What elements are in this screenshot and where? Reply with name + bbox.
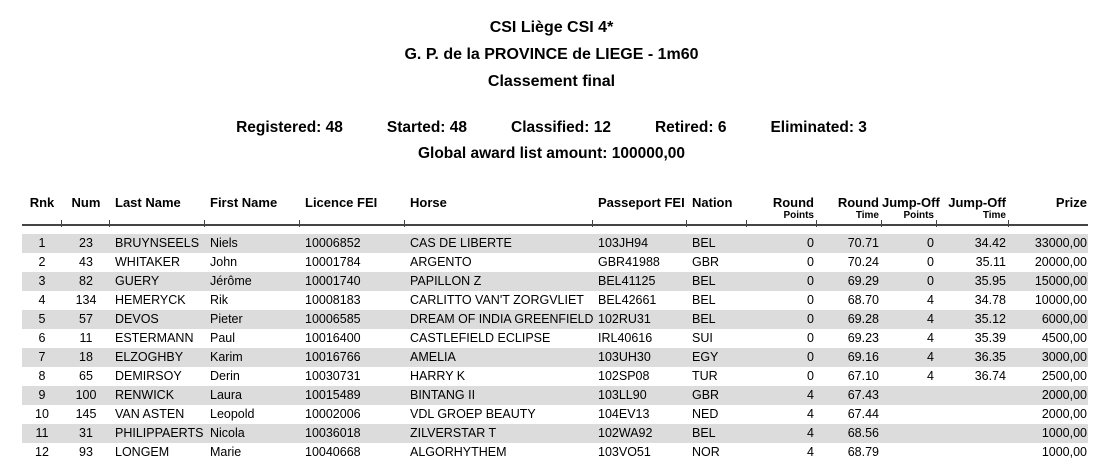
table-row xyxy=(22,329,1088,348)
table-header-main-row xyxy=(22,190,1088,210)
subcol-prize xyxy=(1009,210,1088,225)
cell-num: 43 xyxy=(79,255,93,269)
subcol-nation xyxy=(687,210,747,225)
cell-prize: 2000,00 xyxy=(1041,388,1087,402)
cell-horse: PAPILLON Z xyxy=(410,274,482,288)
stat-eliminated: Eliminated: 3 xyxy=(770,119,867,136)
cell-first-name: Laura xyxy=(210,388,242,402)
cell-rnk: 4 xyxy=(38,293,46,307)
cell-nation: NOR xyxy=(692,445,720,459)
cell-passeport-fei: 102SP08 xyxy=(598,369,650,383)
cell-round-time: 69.23 xyxy=(847,331,879,345)
cell-rnk: 9 xyxy=(38,388,46,402)
cell-nation: BEL xyxy=(692,274,716,288)
cell-nation: TUR xyxy=(692,369,718,383)
cell-jumpoff-points xyxy=(882,424,937,443)
cell-round-points: 0 xyxy=(807,369,814,383)
col-header-rnk: Rnk xyxy=(29,195,55,210)
cell-first-name: Nicola xyxy=(210,426,245,440)
cell-round-points: 0 xyxy=(807,293,814,307)
cell-last-name: LONGEM xyxy=(115,445,170,459)
cell-first-name: Niels xyxy=(210,236,238,250)
cell-licence-fei: 10002006 xyxy=(305,407,361,421)
cell-num: 145 xyxy=(75,407,97,421)
cell-rnk: 10 xyxy=(35,407,49,421)
cell-jumpoff-points: 0 xyxy=(927,274,934,288)
stat-retired: Retired: 6 xyxy=(654,119,727,136)
cell-round-points: 4 xyxy=(807,445,814,459)
cell-jumpoff-points xyxy=(882,443,937,462)
cell-num: 82 xyxy=(79,274,93,288)
cell-jumpoff-time: 36.74 xyxy=(974,369,1006,383)
cell-last-name: ELZOGHBY xyxy=(115,350,184,364)
cell-licence-fei: 10036018 xyxy=(305,426,361,440)
cell-first-name: Leopold xyxy=(210,407,255,421)
cell-passeport-fei: 103JH94 xyxy=(598,236,649,250)
cell-num: 23 xyxy=(79,236,93,250)
cell-licence-fei: 10001784 xyxy=(305,255,361,269)
col-header-jumpoff-points: Jump-Off xyxy=(882,195,940,210)
cell-last-name: ESTERMANN xyxy=(115,331,194,345)
cell-horse: ARGENTO xyxy=(410,255,472,269)
cell-prize: 1000,00 xyxy=(1041,426,1087,440)
cell-jumpoff-points xyxy=(882,405,937,424)
cell-num: 93 xyxy=(79,445,93,459)
cell-licence-fei: 10001740 xyxy=(305,274,361,288)
header-gap-row xyxy=(22,225,1088,234)
subcol-round-points: Points xyxy=(747,210,817,225)
col-header-round-points: Round xyxy=(772,195,814,210)
subcol-num xyxy=(62,210,110,225)
col-header-round-time: Round xyxy=(837,195,879,210)
col-header-horse: Horse xyxy=(410,195,447,210)
cell-jumpoff-points xyxy=(882,386,937,405)
cell-horse: CASTLEFIELD ECLIPSE xyxy=(410,331,551,345)
cell-jumpoff-time xyxy=(937,443,1009,462)
cell-round-time: 68.70 xyxy=(847,293,879,307)
cell-jumpoff-time: 35.12 xyxy=(974,312,1006,326)
cell-round-points: 0 xyxy=(807,236,814,250)
table-row xyxy=(22,405,1088,424)
cell-jumpoff-time: 34.42 xyxy=(974,236,1006,250)
table-row xyxy=(22,424,1088,443)
cell-round-time: 68.79 xyxy=(847,445,879,459)
stat-registered: Registered: 48 xyxy=(236,119,343,136)
col-header-jumpoff-time: Jump-Off xyxy=(948,195,1006,210)
cell-round-time: 68.56 xyxy=(847,426,879,440)
cell-num: 57 xyxy=(79,312,93,326)
table-row xyxy=(22,443,1088,462)
cell-num: 100 xyxy=(75,388,97,402)
cell-last-name: DEVOS xyxy=(115,312,159,326)
cell-rnk: 12 xyxy=(35,445,49,459)
cell-first-name: Rik xyxy=(210,293,229,307)
table-row xyxy=(22,272,1088,291)
cell-round-points: 0 xyxy=(807,331,814,345)
cell-first-name: Derin xyxy=(210,369,240,383)
cell-round-time: 70.24 xyxy=(847,255,879,269)
cell-num: 11 xyxy=(79,331,93,345)
cell-round-time: 67.44 xyxy=(847,407,879,421)
document-titles xyxy=(0,14,1103,95)
cell-jumpoff-points: 0 xyxy=(927,255,934,269)
table-row xyxy=(22,367,1088,386)
cell-prize: 10000,00 xyxy=(1034,293,1087,307)
table-row xyxy=(22,348,1088,367)
cell-licence-fei: 10030731 xyxy=(305,369,361,383)
cell-nation: GBR xyxy=(692,388,720,402)
cell-last-name: GUERY xyxy=(115,274,160,288)
cell-rnk: 3 xyxy=(38,274,46,288)
cell-prize: 6000,00 xyxy=(1041,312,1087,326)
subcol-jumpoff-time: Time xyxy=(937,210,1009,225)
cell-round-points: 0 xyxy=(807,255,814,269)
col-header-licence-fei: Licence FEI xyxy=(305,195,378,210)
cell-nation: BEL xyxy=(692,293,716,307)
cell-rnk: 11 xyxy=(35,426,49,440)
cell-prize: 20000,00 xyxy=(1034,255,1087,269)
cell-first-name: Karim xyxy=(210,350,243,364)
cell-passeport-fei: 103LL90 xyxy=(598,388,647,402)
cell-nation: BEL xyxy=(692,312,716,326)
cell-rnk: 8 xyxy=(38,369,46,383)
cell-horse: CARLITTO VAN'T ZORGVLIET xyxy=(410,293,584,307)
subcol-rnk xyxy=(22,210,62,225)
cell-first-name: John xyxy=(210,255,238,269)
cell-jumpoff-points: 4 xyxy=(927,312,934,326)
cell-nation: SUI xyxy=(692,331,713,345)
cell-jumpoff-time: 36.35 xyxy=(974,350,1006,364)
cell-horse: VDL GROEP BEAUTY xyxy=(410,407,536,421)
cell-round-points: 0 xyxy=(807,350,814,364)
cell-jumpoff-points: 4 xyxy=(927,293,934,307)
col-header-passeport-fei: Passeport FEI xyxy=(598,195,685,210)
subcol-licence-fei xyxy=(300,210,405,225)
cell-round-points: 0 xyxy=(807,312,814,326)
col-header-last-name: Last Name xyxy=(115,195,181,210)
results-table-body xyxy=(22,225,1088,462)
col-header-prize: Prize xyxy=(1055,195,1087,210)
stat-classified: Classified: 12 xyxy=(511,119,611,136)
cell-prize: 4500,00 xyxy=(1041,331,1087,345)
table-header xyxy=(22,190,1088,225)
cell-first-name: Jérôme xyxy=(210,274,252,288)
cell-prize: 3000,00 xyxy=(1041,350,1087,364)
cell-passeport-fei: BEL41125 xyxy=(598,274,656,288)
cell-horse: CAS DE LIBERTE xyxy=(410,236,512,250)
cell-last-name: PHILIPPAERTS xyxy=(115,426,204,440)
cell-passeport-fei: 103UH30 xyxy=(598,350,651,364)
page-heading: Classement final xyxy=(487,73,616,90)
cell-passeport-fei: BEL42661 xyxy=(598,293,657,307)
cell-licence-fei: 10016766 xyxy=(305,350,361,364)
award-amount-line: Global award list amount: 100000,00 xyxy=(417,145,686,162)
cell-jumpoff-time: 35.11 xyxy=(975,255,1006,269)
cell-rnk: 6 xyxy=(38,331,46,345)
cell-num: 18 xyxy=(79,350,93,364)
cell-first-name: Paul xyxy=(210,331,236,345)
subcol-passeport-fei xyxy=(593,210,687,225)
cell-prize: 15000,00 xyxy=(1034,274,1087,288)
cell-last-name: WHITAKER xyxy=(115,255,181,269)
cell-passeport-fei: IRL40616 xyxy=(598,331,653,345)
cell-nation: BEL xyxy=(692,236,716,250)
col-header-num: Num xyxy=(71,195,101,210)
cell-horse: DREAM OF INDIA GREENFIELD xyxy=(410,312,593,326)
cell-horse: AMELIA xyxy=(410,350,456,364)
cell-prize: 2500,00 xyxy=(1041,369,1087,383)
cell-last-name: VAN ASTEN xyxy=(115,407,185,421)
cell-round-time: 67.10 xyxy=(847,369,879,383)
cell-passeport-fei: 103VO51 xyxy=(598,445,651,459)
stat-started: Started: 48 xyxy=(386,119,468,136)
cell-round-time: 69.16 xyxy=(847,350,879,364)
cell-nation: EGY xyxy=(692,350,719,364)
cell-rnk: 2 xyxy=(38,255,46,269)
cell-num: 31 xyxy=(79,426,93,440)
cell-passeport-fei: GBR41988 xyxy=(598,255,660,269)
cell-prize: 33000,00 xyxy=(1034,236,1087,250)
cell-horse: ZILVERSTAR T xyxy=(410,426,497,440)
cell-horse: ALGORHYTHEM xyxy=(410,445,507,459)
summary-stats xyxy=(0,118,1103,138)
cell-passeport-fei: 102WA92 xyxy=(598,426,653,440)
cell-round-time: 69.28 xyxy=(847,312,879,326)
cell-jumpoff-points: 4 xyxy=(927,331,934,345)
cell-jumpoff-points: 4 xyxy=(927,350,934,364)
cell-round-time: 67.43 xyxy=(847,388,879,402)
table-row xyxy=(22,253,1088,272)
cell-last-name: DEMIRSOY xyxy=(115,369,182,383)
cell-licence-fei: 10016400 xyxy=(305,331,361,345)
cell-jumpoff-time: 34.78 xyxy=(974,293,1006,307)
cell-licence-fei: 10006585 xyxy=(305,312,361,326)
cell-jumpoff-points: 4 xyxy=(927,369,934,383)
cell-round-points: 4 xyxy=(807,426,814,440)
cell-rnk: 7 xyxy=(38,350,46,364)
subcol-last-name xyxy=(110,210,205,225)
cell-jumpoff-time xyxy=(937,405,1009,424)
cell-round-time: 70.71 xyxy=(847,236,879,250)
cell-jumpoff-time: 35.39 xyxy=(974,331,1006,345)
cell-num: 65 xyxy=(79,369,93,383)
cell-round-points: 4 xyxy=(807,388,814,402)
table-header-sub-row xyxy=(22,210,1088,225)
cell-licence-fei: 10015489 xyxy=(305,388,361,402)
cell-jumpoff-time: 35.95 xyxy=(974,274,1006,288)
cell-round-time: 69.29 xyxy=(847,274,879,288)
cell-nation: NED xyxy=(692,407,719,421)
subcol-round-time: Time xyxy=(817,210,882,225)
cell-num: 134 xyxy=(75,293,97,307)
cell-horse: BINTANG II xyxy=(410,388,476,402)
cell-last-name: RENWICK xyxy=(115,388,175,402)
page-subtitle: G. P. de la PROVINCE de LIEGE - 1m60 xyxy=(404,46,699,63)
cell-last-name: HEMERYCK xyxy=(115,293,186,307)
cell-first-name: Pieter xyxy=(210,312,243,326)
cell-nation: GBR xyxy=(692,255,720,269)
cell-rnk: 1 xyxy=(38,236,46,250)
table-row xyxy=(22,234,1088,253)
col-header-first-name: First Name xyxy=(210,195,278,210)
table-row xyxy=(22,310,1088,329)
subcol-jumpoff-points: Points xyxy=(882,210,937,225)
cell-first-name: Marie xyxy=(210,445,242,459)
cell-passeport-fei: 104EV13 xyxy=(598,407,650,421)
subcol-first-name xyxy=(205,210,300,225)
table-row xyxy=(22,291,1088,310)
table-row xyxy=(22,386,1088,405)
cell-prize: 2000,00 xyxy=(1041,407,1087,421)
cell-nation: BEL xyxy=(692,426,716,440)
col-header-nation: Nation xyxy=(692,195,733,210)
subcol-horse xyxy=(405,210,593,225)
cell-jumpoff-points: 0 xyxy=(927,236,934,250)
cell-prize: 1000,00 xyxy=(1041,445,1087,459)
cell-round-points: 4 xyxy=(807,407,814,421)
page-title: CSI Liège CSI 4* xyxy=(489,19,614,36)
results-table xyxy=(22,190,1088,462)
cell-licence-fei: 10040668 xyxy=(305,445,361,459)
cell-jumpoff-time xyxy=(937,386,1009,405)
cell-last-name: BRUYNSEELS xyxy=(115,236,200,250)
cell-round-points: 0 xyxy=(807,274,814,288)
cell-jumpoff-time xyxy=(937,424,1009,443)
cell-passeport-fei: 102RU31 xyxy=(598,312,651,326)
cell-licence-fei: 10008183 xyxy=(305,293,361,307)
cell-rnk: 5 xyxy=(38,312,46,326)
cell-licence-fei: 10006852 xyxy=(305,236,361,250)
cell-horse: HARRY K xyxy=(410,369,466,383)
